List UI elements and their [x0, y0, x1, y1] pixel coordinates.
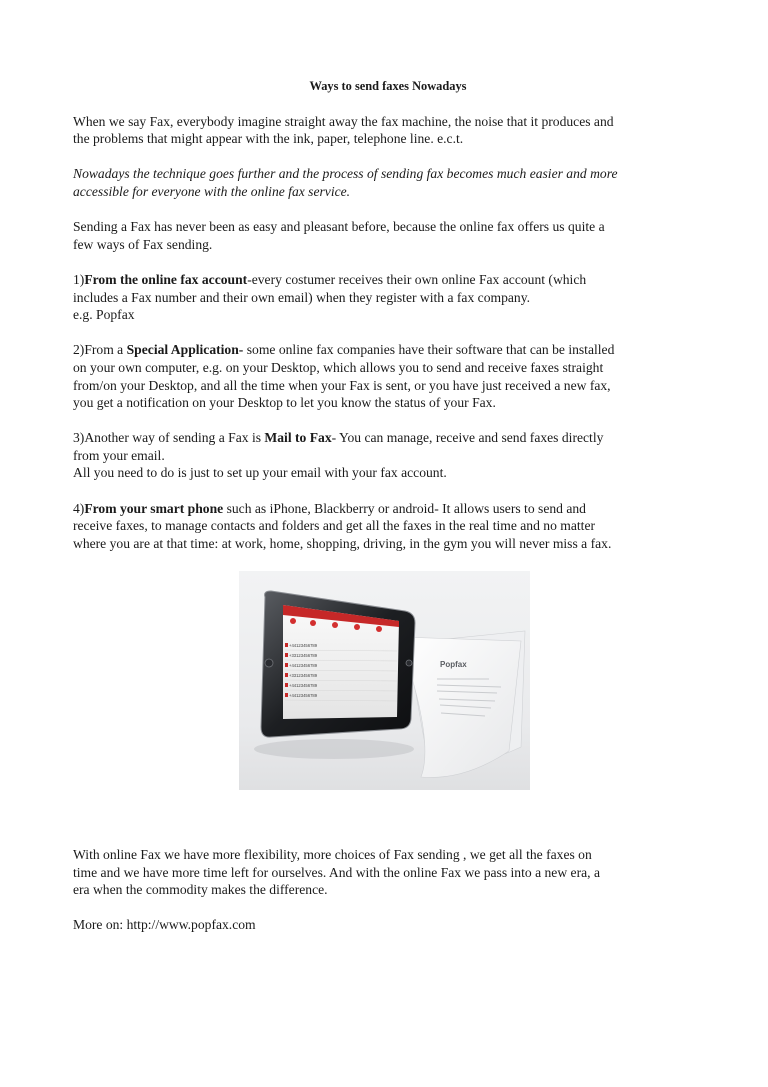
closing-section — [73, 846, 703, 952]
sending-line-2: few ways of Fax sending. — [73, 236, 213, 252]
italic-line-2: accessible for everyone with the online fax service. — [73, 183, 351, 199]
popfax-logo: Popfax — [440, 660, 467, 669]
document-body — [73, 78, 703, 570]
item-3-prefix: 3)Another way of sending a Fax is — [73, 430, 265, 446]
item-2-line-3: from/on your Desktop, and all the time when your Fax is sent, or you have just received a new fax, — [73, 377, 611, 393]
item-1-line-1 — [73, 271, 703, 289]
item-2-line-2: on your own computer, e.g. on your Desktop, which allows you to send and receive faxes straight — [73, 359, 604, 375]
item-4-bold: From your smart phone — [84, 500, 224, 516]
fax-row-6: +44123456789 — [289, 693, 318, 698]
item-3-paragraph — [73, 429, 703, 482]
phone-and-fax-image — [239, 571, 530, 790]
item-3-bold: Mail to Fax — [264, 430, 332, 446]
item-3-line-1 — [73, 429, 703, 447]
item-4-rest: such as iPhone, Blackberry or android- It allows users to send and — [223, 500, 586, 516]
item-1-line-2: includes a Fax number and their own email) when they register with a fax company. — [73, 289, 531, 305]
item-2-line-4: you get a notification on your Desktop to let you know the status of your Fax. — [73, 395, 496, 411]
item-4-line-1 — [73, 500, 703, 518]
item-1-paragraph — [73, 271, 703, 324]
item-3-line-2: from your email. — [73, 447, 165, 463]
item-2-bold: Special Application- — [126, 342, 244, 358]
item-1-bold: From the online fax account — [84, 271, 248, 287]
closing-line-2: time and we have more time left for ourselves. And with the online Fax we pass into a new era, a — [73, 864, 600, 880]
item-4-line-2: receive faxes, to manage contacts and folders and get all the faxes in the real time and no matter — [73, 518, 596, 534]
item-2-rest: some online fax companies have their software that can be installed — [243, 342, 615, 358]
page-title: Ways to send faxes Nowadays — [309, 79, 467, 93]
closing-paragraph — [73, 846, 703, 899]
fax-row-4: +33123456789 — [289, 673, 318, 678]
phone-shadow — [254, 739, 414, 759]
item-1-rest: -every costumer receives their own online Fax account (which — [247, 271, 587, 287]
item-3-rest: - You can manage, receive and send faxes directly — [331, 430, 604, 446]
sending-paragraph — [73, 218, 703, 253]
item-4-prefix: 4) — [73, 500, 85, 516]
item-2-prefix: 2)From a — [73, 342, 127, 358]
item-2-line-1 — [73, 341, 703, 359]
item-4-line-3: where you are at that time: at work, home, shopping, driving, in the gym you will never miss a fax. — [73, 535, 612, 551]
item-1-prefix: 1) — [73, 271, 85, 287]
more-on-link[interactable]: More on: http://www.popfax.com — [73, 917, 256, 933]
item-1-line-3: e.g. Popfax — [73, 307, 135, 323]
italic-line-1: Nowadays the technique goes further and the process of sending fax becomes much easier and more — [73, 166, 618, 182]
fax-row-1: +44123456789 — [289, 643, 318, 648]
item-4-paragraph — [73, 500, 703, 553]
fax-paper-front — [399, 637, 521, 777]
italic-paragraph — [73, 165, 703, 200]
intro-paragraph — [73, 113, 703, 148]
intro-line-2: the problems that might appear with the ink, paper, telephone line. e.c.t. — [73, 131, 464, 147]
smartphone-fax-illustration — [239, 571, 530, 790]
closing-line-3: era when the commodity makes the difference. — [73, 882, 328, 898]
item-2-paragraph — [73, 341, 703, 411]
closing-line-1: With online Fax we have more flexibility, more choices of Fax sending , we get all the faxes on — [73, 847, 592, 862]
fax-row-5: +44123456789 — [289, 683, 318, 688]
fax-row-2: +33123456789 — [289, 653, 318, 658]
phone-side-button — [406, 660, 412, 666]
sending-line-1: Sending a Fax has never been as easy and pleasant before, because the online fax offers us quite a — [73, 219, 605, 235]
intro-line-1: When we say Fax, everybody imagine straight away the fax machine, the noise that it produces and — [73, 113, 614, 129]
item-3-line-3: All you need to do is just to set up your email with your fax account. — [73, 465, 447, 481]
fax-row-3: +44123456789 — [289, 663, 318, 668]
phone-home-button — [265, 659, 273, 667]
